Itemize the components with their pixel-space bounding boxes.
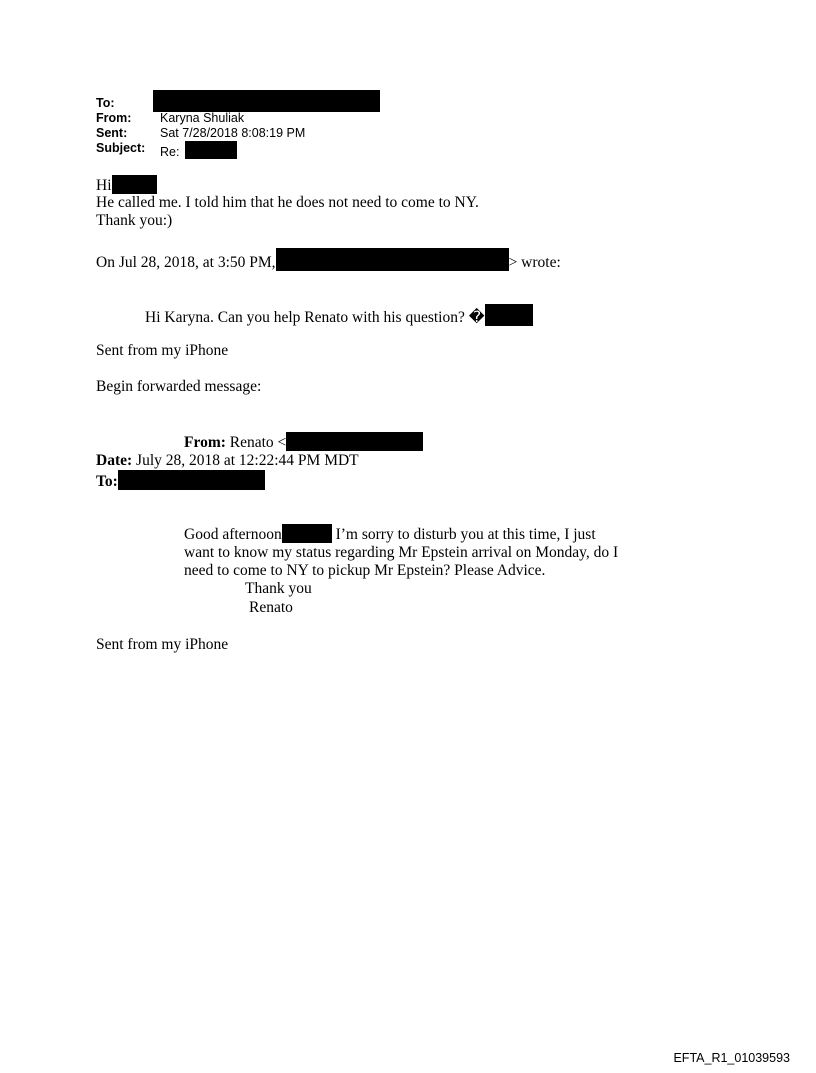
forwarded-from-label: From: [184,434,226,451]
replacement-glyph: � [468,309,485,326]
forwarded-date-label: Date: [96,452,133,469]
subject-prefix: Re: [160,145,180,159]
forwarded-name: Renato [249,599,293,616]
redaction-block [112,175,157,194]
quoted-signature: Sent from my iPhone [96,342,229,359]
forwarded-to-label: To: [96,473,118,490]
reply-line-1: He called me. I told him that he does not need to come to NY. [96,194,479,211]
forwarded-body-line-3: need to come to NY to pickup Mr Epstein? Please Advice. [184,562,546,579]
from-label: From: [96,111,132,125]
reply-greeting-line [96,175,157,195]
forwarded-line1-rest: I’m sorry to disturb you at this time, I just [331,526,596,543]
forwarded-thanks: Thank you [245,580,312,597]
forwarded-date-value: July 28, 2018 at 12:22:44 PM MDT [136,452,359,469]
closing-signature: Sent from my iPhone [96,636,229,653]
attribution-suffix: > wrote: [508,254,561,271]
quoted-body-text: Hi Karyna. Can you help Renato with his question? [145,309,465,326]
sent-value: Sat 7/28/2018 8:08:19 PM [160,126,306,140]
to-label: To: [96,96,115,110]
forwarded-from-value: Renato < [229,434,287,451]
forwarded-body-line-1 [184,524,596,544]
forwarded-greeting: Good afternoon [184,526,282,543]
redaction-block [286,432,423,451]
forwarded-to-line [96,470,265,491]
redaction-block [276,248,509,271]
document-id-footer: EFTA_R1_01039593 [673,1051,790,1065]
forwarded-body-line-2: want to know my status regarding Mr Epstein arrival on Monday, do I [184,544,619,561]
from-value: Karyna Shuliak [160,111,245,125]
redaction-block [185,141,237,159]
quoted-body [145,304,533,327]
redaction-block [118,470,265,490]
quote-attribution [96,248,561,272]
redaction-block [282,524,332,543]
reply-line-2: Thank you:) [96,212,173,229]
redaction-block [153,90,380,112]
forwarded-from-line [184,432,423,452]
forwarded-date-line [96,451,359,470]
reply-greeting: Hi [96,177,112,194]
forward-intro: Begin forwarded message: [96,378,262,395]
attribution-prefix: On Jul 28, 2018, at 3:50 PM, [96,254,276,271]
subject-label: Subject: [96,141,146,155]
redaction-block [485,304,533,326]
sent-label: Sent: [96,126,128,140]
